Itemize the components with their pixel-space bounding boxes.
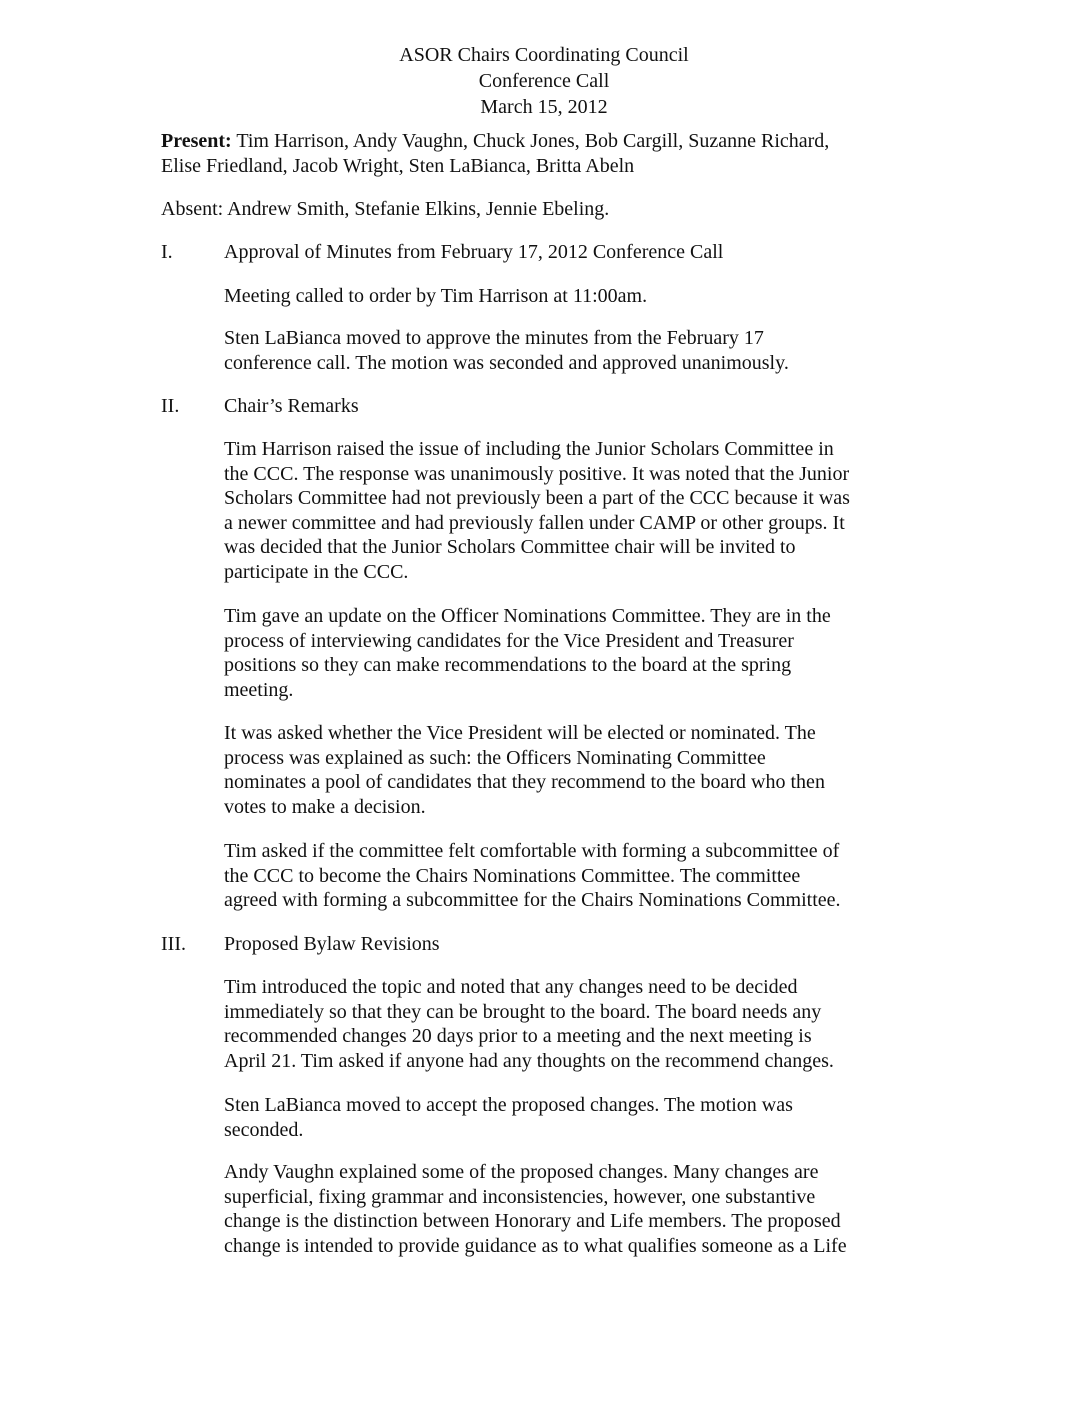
paragraph-line: nominates a pool of candidates that they recommend to the board who then	[224, 771, 825, 793]
paragraph	[224, 1093, 924, 1142]
paragraph	[224, 975, 924, 1073]
paragraph	[224, 326, 924, 375]
section-numeral: III.	[161, 933, 186, 955]
paragraph-line: April 21. Tim asked if anyone had any thoughts on the recommend changes.	[224, 1049, 834, 1072]
paragraph-line: conference call. The motion was seconded and approved unanimously.	[224, 351, 789, 374]
paragraph-line: votes to make a decision.	[224, 795, 426, 818]
present-line-1	[161, 129, 921, 154]
section-heading-ii	[161, 394, 921, 419]
present-list	[161, 129, 921, 178]
paragraph-line: process of interviewing candidates for the Vice President and Treasurer	[224, 629, 794, 652]
paragraph	[224, 437, 924, 584]
present-label: Present:	[161, 130, 232, 152]
paragraph-line: superficial, fixing grammar and inconsistencies, however, one substantive	[224, 1185, 816, 1208]
paragraph	[224, 604, 924, 702]
paragraph-line: change is the distinction between Honorary and Life members. The proposed	[224, 1210, 841, 1232]
present-names-1: Tim Harrison, Andy Vaughn, Chuck Jones, Bob Cargill, Suzanne Richard,	[231, 130, 830, 152]
paragraph-line: It was asked whether the Vice President will be elected or nominated. The	[224, 722, 816, 744]
paragraph-line: immediately so that they can be brought to the board. The board needs any	[224, 1000, 822, 1023]
section-heading-iii	[161, 932, 921, 957]
header-type: Conference Call	[478, 70, 610, 92]
paragraph-line: participate in the CCC.	[224, 560, 409, 583]
paragraph-line: positions so they can make recommendations to the board at the spring	[224, 654, 792, 676]
paragraph-line: Tim introduced the topic and noted that any changes need to be decided	[224, 976, 798, 998]
header-date: March 15, 2012	[480, 96, 608, 118]
header-org: ASOR Chairs Coordinating Council	[399, 44, 689, 66]
paragraph-line: Andy Vaughn explained some of the proposed changes. Many changes are	[224, 1161, 819, 1183]
paragraph-line: Scholars Committee had not previously been a part of the CCC because it was	[224, 487, 850, 509]
paragraph-line: the CCC. The response was unanimously positive. It was noted that the Junior	[224, 462, 850, 485]
section-title: Chair’s Remarks	[224, 395, 359, 417]
absent-list: Absent: Andrew Smith, Stefanie Elkins, Jennie Ebeling.	[161, 198, 610, 220]
paragraph-line: agreed with forming a subcommittee for the Chairs Nominations Committee.	[224, 889, 841, 911]
section-numeral: I.	[161, 241, 173, 263]
paragraph-line: the CCC to become the Chairs Nominations Committee. The committee	[224, 864, 801, 887]
paragraph	[224, 1160, 924, 1258]
paragraph	[224, 284, 924, 309]
paragraph	[224, 839, 924, 913]
paragraph	[224, 721, 924, 819]
section-title: Proposed Bylaw Revisions	[224, 933, 440, 955]
paragraph-line: meeting.	[224, 678, 294, 701]
paragraph-line: Tim asked if the committee felt comfortable with forming a subcommittee of	[224, 840, 840, 862]
paragraph-line: process was explained as such: the Officers Nominating Committee	[224, 746, 766, 769]
paragraph-line: a newer committee and had previously fallen under CAMP or other groups. It	[224, 511, 845, 534]
paragraph-line: Tim Harrison raised the issue of including the Junior Scholars Committee in	[224, 438, 834, 460]
paragraph-line: was decided that the Junior Scholars Committee chair will be invited to	[224, 536, 796, 558]
paragraph-line: Sten LaBianca moved to approve the minutes from the February 17	[224, 327, 764, 349]
paragraph-line: Meeting called to order by Tim Harrison at 11:00am.	[224, 285, 648, 307]
paragraph-line: Sten LaBianca moved to accept the proposed changes. The motion was	[224, 1094, 793, 1116]
paragraph-line: change is intended to provide guidance as to what qualifies someone as a Life	[224, 1234, 847, 1257]
paragraph-line: recommended changes 20 days prior to a meeting and the next meeting is	[224, 1025, 812, 1047]
document-header	[0, 42, 1088, 120]
present-names-2: Elise Friedland, Jacob Wright, Sten LaBianca, Britta Abeln	[161, 154, 635, 177]
section-heading-i	[161, 240, 921, 265]
section-numeral: II.	[161, 395, 180, 417]
paragraph-line: seconded.	[224, 1118, 304, 1141]
section-title: Approval of Minutes from February 17, 2012 Conference Call	[224, 241, 724, 263]
paragraph-line: Tim gave an update on the Officer Nominations Committee. They are in the	[224, 605, 831, 627]
